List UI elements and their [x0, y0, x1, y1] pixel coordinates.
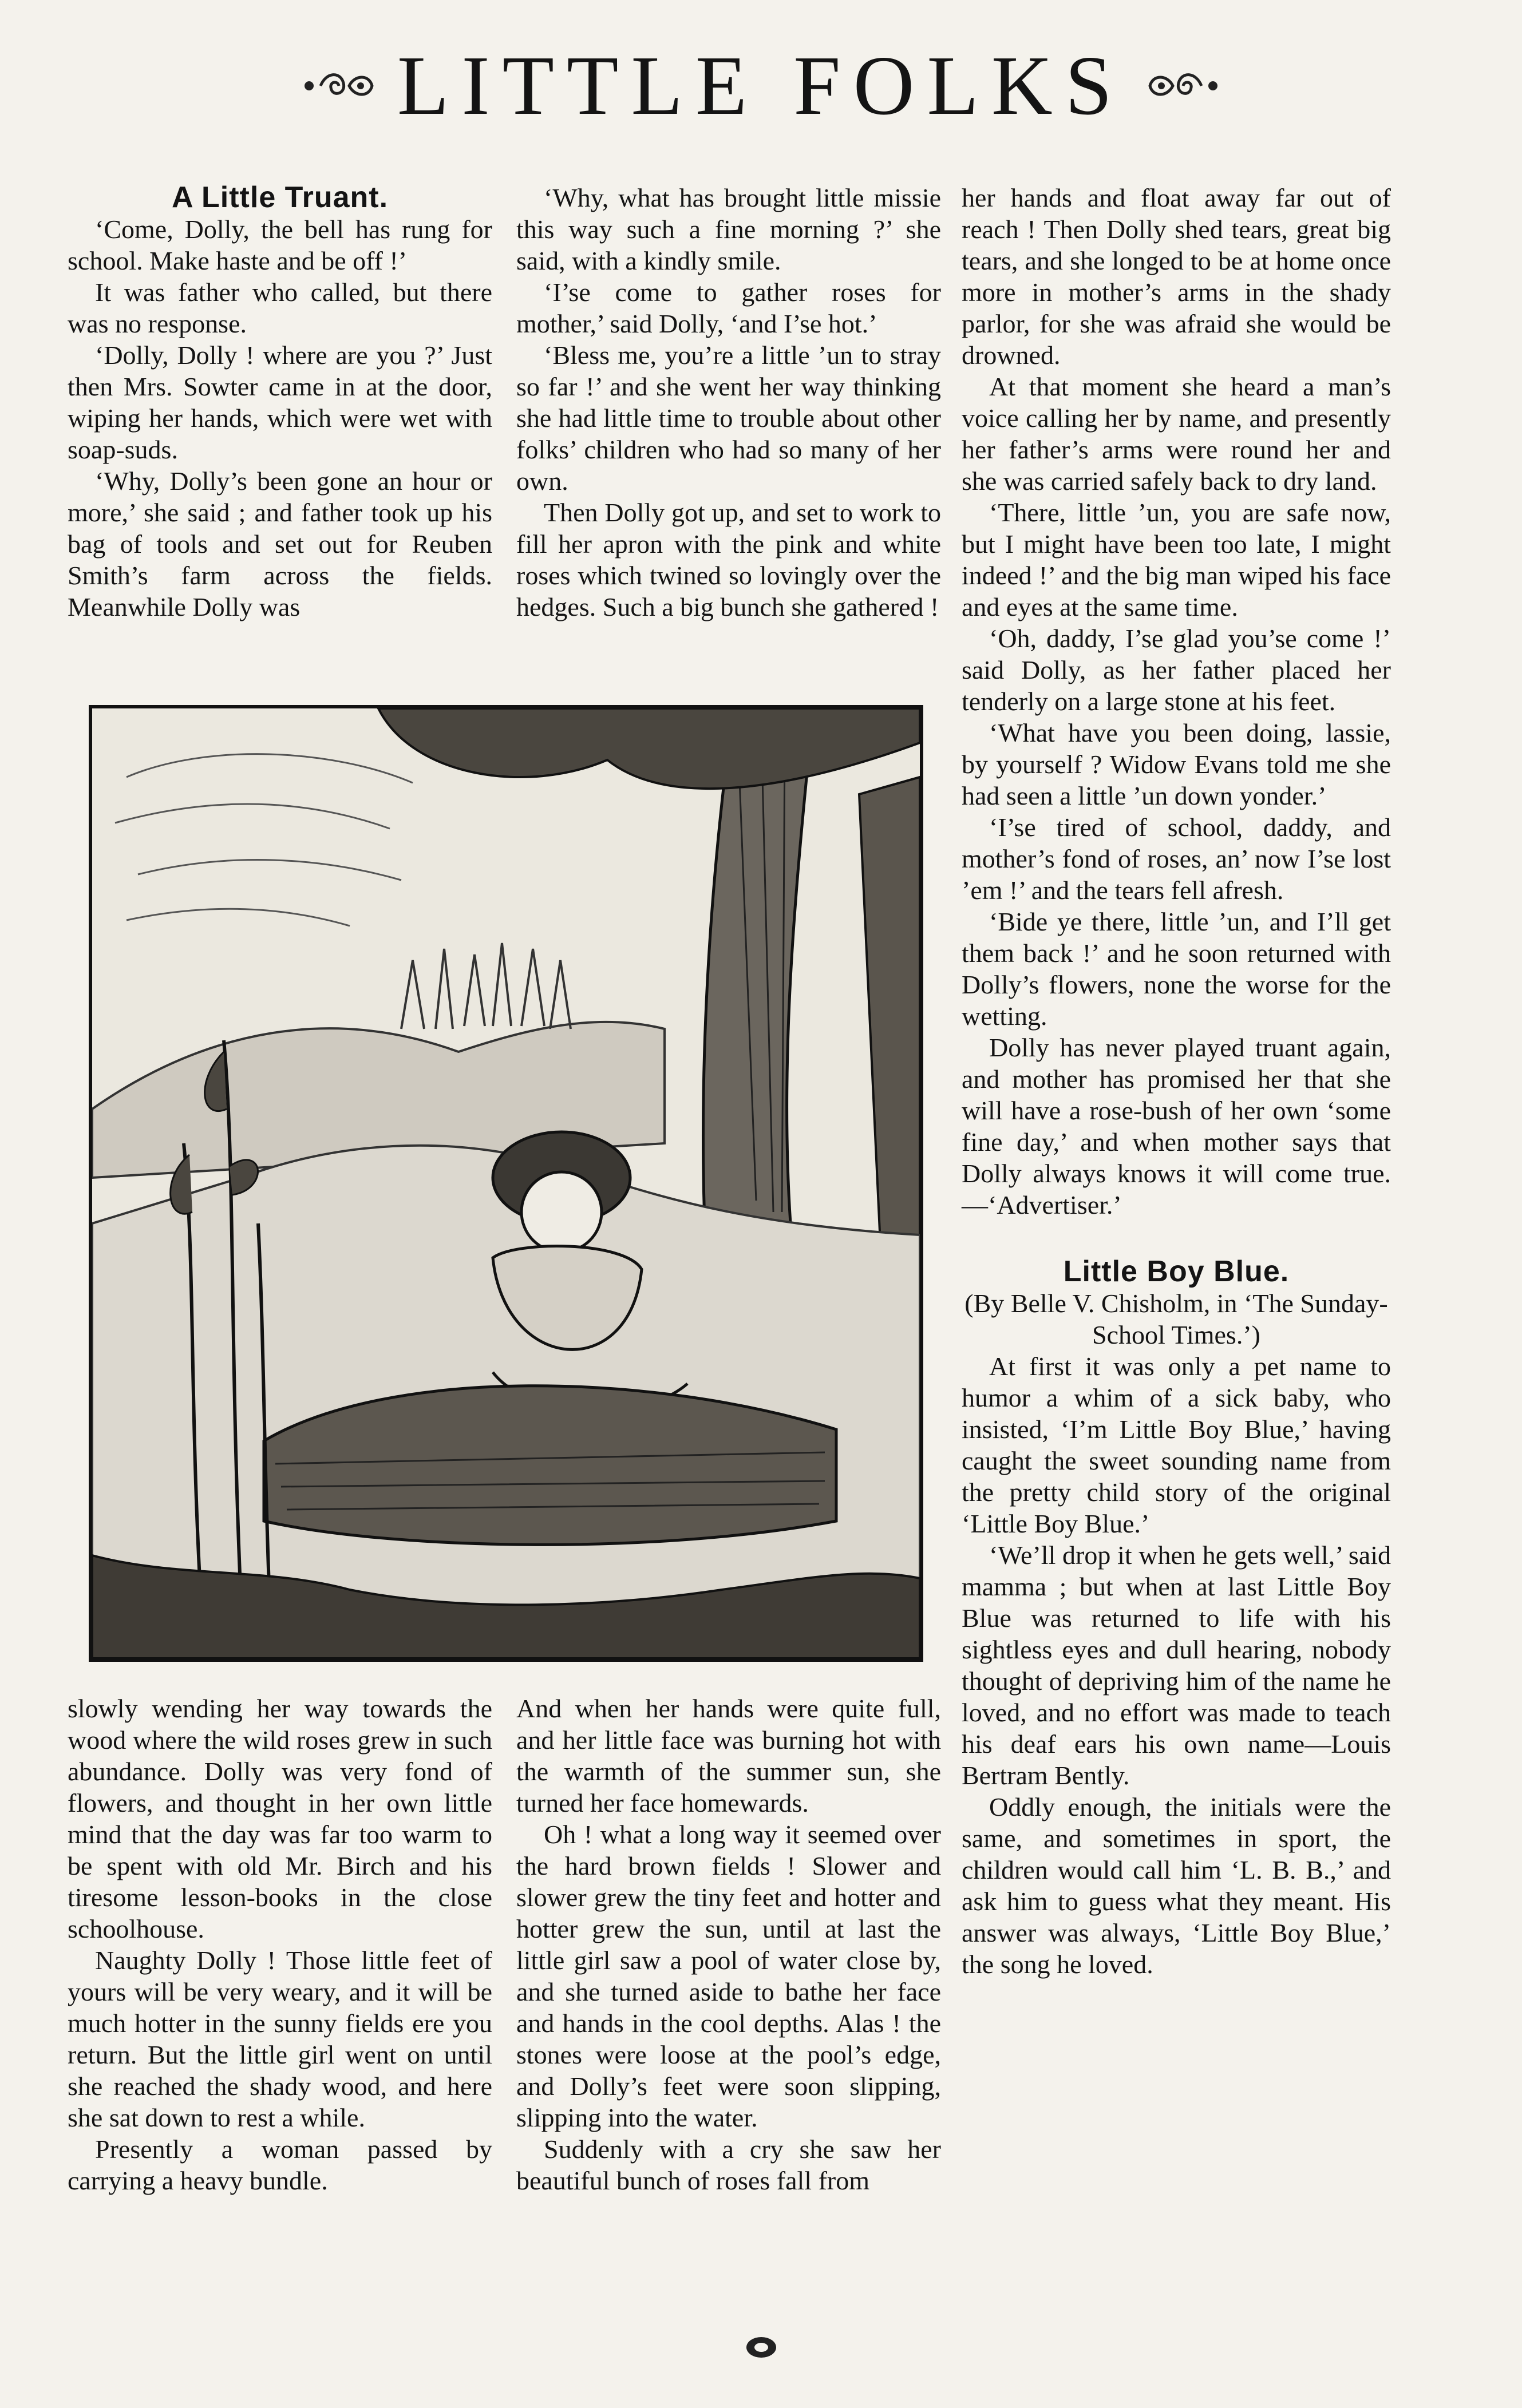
story1-column1-bottom — [68, 1693, 492, 2196]
story2-paragraph: At first it was only a pet name to humor a whim of a sick baby, who insisted, ‘I’m Little Boy Blue,’ having caught the sweet sounding name from the pretty child story of the original ‘Little Boy Blue.’ — [962, 1352, 1391, 1538]
footer-ornament-icon — [744, 2335, 778, 2361]
story1-paragraph: Suddenly with a cry she saw her beautiful bunch of roses fall from — [516, 2134, 941, 2195]
story1-paragraph: ‘Bless me, you’re a little ’un to stray so far !’ and she went her way thinking she had little time to trouble about other folks’ children who had so many of her own. — [516, 340, 941, 496]
left-ornament-icon — [298, 66, 384, 106]
story1-paragraph: ‘Why, what has brought little missie this way such a fine morning ?’ she said, with a kindly smile. — [516, 183, 941, 275]
story1-paragraph: ‘What have you been doing, lassie, by yourself ? Widow Evans told me she had seen a little ’un down yonder.’ — [962, 718, 1391, 810]
story1-paragraph: ‘There, little ’un, you are safe now, but I might have been too late, I might indeed !’ and the big man wiped his face and eyes at the same time. — [962, 498, 1391, 621]
column3 — [962, 182, 1391, 1980]
girl-in-woods-engraving-icon — [92, 708, 920, 1658]
story1-paragraph: Then Dolly got up, and set to work to fill her apron with the pink and white roses which twined so lovingly over the hedges. Such a big bunch she gathered ! — [516, 498, 941, 621]
story1-paragraph: It was father who called, but there was no response. — [68, 278, 492, 338]
right-ornament-icon — [1138, 66, 1224, 106]
story1-column1-top — [68, 182, 492, 623]
story1-paragraph: ‘I’se tired of school, daddy, and mother’s fond of roses, an’ now I’se lost ’em !’ and the tears fell afresh. — [962, 813, 1391, 905]
story1-column2-bottom — [516, 1693, 941, 2196]
story2-title: Little Boy Blue. — [1063, 1255, 1290, 1288]
story1-paragraph: her hands and float away far out of reach ! Then Dolly shed tears, great big tears, and she longed to be at home once more in mother’s arms in the shady parlor, for she was afraid she would be drowned. — [962, 183, 1391, 370]
story1-paragraph: ‘I’se come to gather roses for mother,’ said Dolly, ‘and I’se hot.’ — [516, 278, 941, 338]
story1-paragraph: Oh ! what a long way it seemed over the hard brown fields ! Slower and slower grew the tiny feet and hotter and hotter grew the sun, until at last the little girl saw a pool of water close by, and she turned aside to bathe her face and hands in the cool depths. Alas ! the stones were loose at the pool’s edge, and Dolly’s feet were soon slipping, slipping into the water. — [516, 1820, 941, 2132]
story1-paragraph: ‘Bide ye there, little ’un, and I’ll get them back !’ and he soon returned with Dolly’s flowers, none the worse for the wetting. — [962, 907, 1391, 1031]
masthead — [0, 40, 1522, 132]
story1-column2-top — [516, 182, 941, 623]
story1-paragraph: ‘Come, Dolly, the bell has rung for school. Make haste and be off !’ — [68, 215, 492, 275]
story1-paragraph: Dolly has never played truant again, and mother has promised her that she will have a rose-bush of her own ‘some fine day,’ and when mother says that Dolly always knows it will come true.—‘Advertiser.’ — [962, 1033, 1391, 1219]
story1-paragraph: ‘Dolly, Dolly ! where are you ?’ Just then Mrs. Sowter came in at the door, wiping her hands, which were wet with soap-suds. — [68, 340, 492, 464]
story1-paragraph: And when her hands were quite full, and her little face was burning hot with the warmth of the summer sun, she turned her face homewards. — [516, 1694, 941, 1817]
story1-paragraph: Presently a woman passed by carrying a heavy bundle. — [68, 2134, 492, 2195]
story1-paragraph: ‘Oh, daddy, I’se glad you’se come !’ said Dolly, as her father placed her tenderly on a large stone at his feet. — [962, 624, 1391, 716]
story2-byline: (By Belle V. Chisholm, in ‘The Sunday-School Times.’) — [964, 1289, 1388, 1349]
story2-paragraph: Oddly enough, the initials were the same, and sometimes in sport, the children would call him ‘L. B. B.,’ and ask him to guess what they meant. His answer was always, ‘Little Boy Blue,’ the song he loved. — [962, 1792, 1391, 1979]
story1-paragraph: Naughty Dolly ! Those little feet of yours will be very weary, and it will be much hotter in the sunny fields ere you return. But the little girl went on until she reached the shady wood, and here she sat down to rest a while. — [68, 1946, 492, 2132]
story1-paragraph: At that moment she heard a man’s voice calling her by name, and presently her father’s arms were round her and she was carried safely back to dry land. — [962, 372, 1391, 496]
story1-paragraph: ‘Why, Dolly’s been gone an hour or more,’ she said ; and father took up his bag of tools and set out for Reuben Smith’s farm across the fields. Meanwhile Dolly was — [68, 466, 492, 621]
story-illustration — [89, 705, 923, 1662]
masthead-title: LITTLE FOLKS — [397, 39, 1125, 133]
story1-title: A Little Truant. — [171, 181, 389, 214]
story2-paragraph: ‘We’ll drop it when he gets well,’ said mamma ; but when at last Little Boy Blue was returned to life with his sightless eyes and dull hearing, nobody thought of depriving him of the name he loved, and no effort was made to teach his deaf ears his own name—Louis Bertram Bently. — [962, 1540, 1391, 1790]
story1-paragraph: slowly wending her way towards the wood where the wild roses grew in such abundance. Dolly was very fond of flowers, and thought in her own little mind that the day was far too warm to be spent with old Mr. Birch and his tiresome lesson-books in the close schoolhouse. — [68, 1694, 492, 1943]
